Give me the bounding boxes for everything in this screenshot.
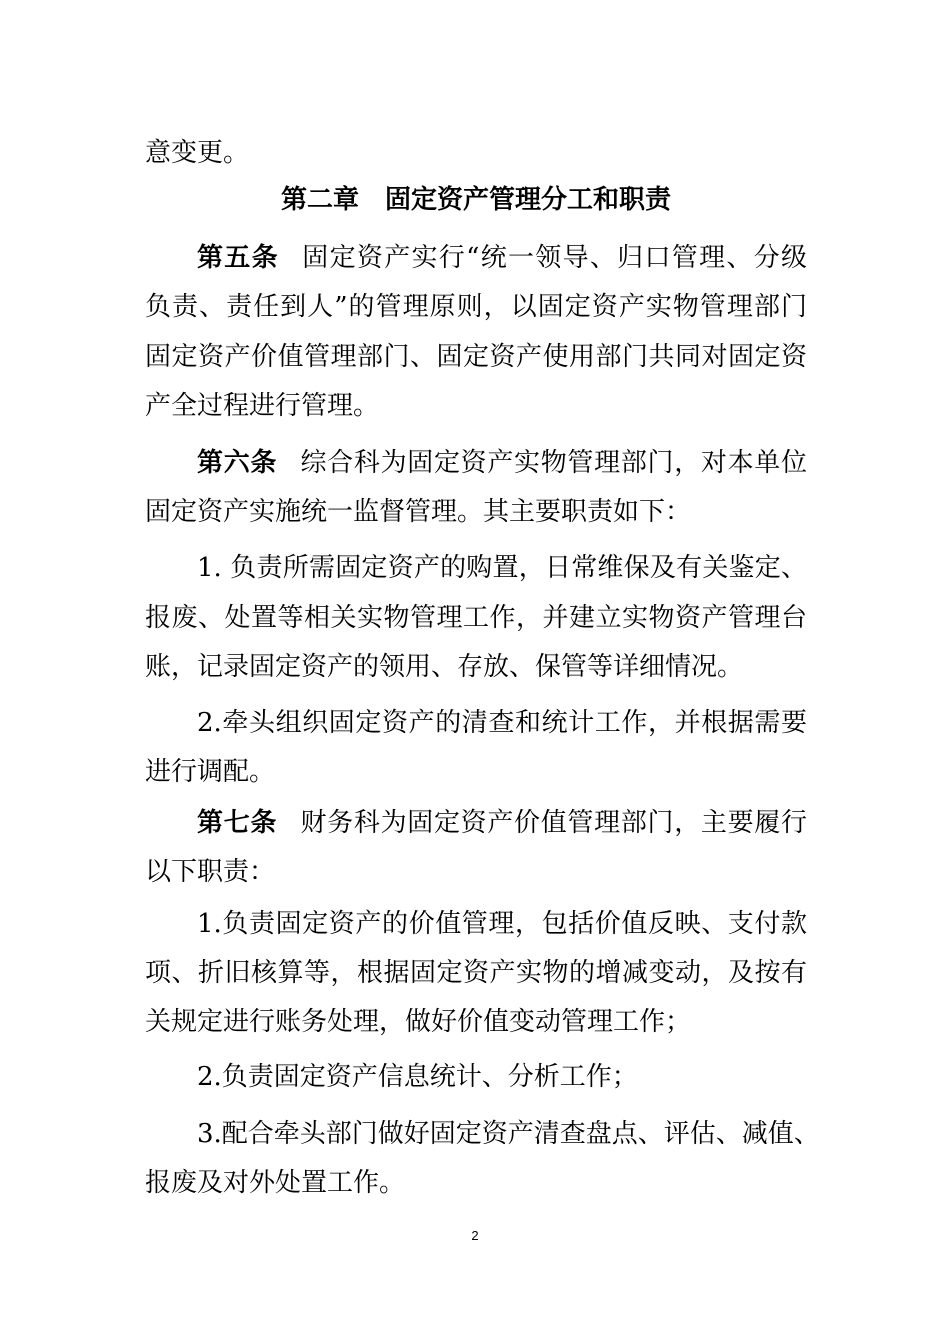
page-number: 2 bbox=[471, 1228, 479, 1243]
paragraph-line: 报废、处置等相关实物管理工作，并建立实物资产管理台 bbox=[145, 603, 807, 633]
paragraph-line: 项、折旧核算等，根据固定资产实物的增减变动，及按有 bbox=[145, 958, 807, 988]
paragraph-line: 产全过程进行管理。 bbox=[145, 391, 380, 421]
paragraph-line: 意变更。 bbox=[145, 138, 250, 168]
paragraph-line: 固定资产实施统一监督管理。其主要职责如下： bbox=[145, 497, 692, 527]
chapter-heading: 第二章 固定资产管理分工和职责 bbox=[280, 185, 671, 215]
list-item-line: 2.牵头组织固定资产的清查和统计工作，并根据需要 bbox=[197, 708, 807, 738]
paragraph-line: 报废及对外处置工作。 bbox=[145, 1168, 406, 1198]
list-item-line: 1. 负责所需固定资产的购置，日常维保及有关鉴定、 bbox=[197, 553, 807, 583]
paragraph-line: 第六条 综合科为固定资产实物管理部门，对本单位 bbox=[197, 448, 807, 478]
article-label: 第五条 bbox=[197, 243, 279, 273]
paragraph-line: 负责、责任到人”的管理原则，以固定资产实物管理部门 bbox=[145, 292, 807, 322]
list-item-line: 2.负责固定资产信息统计、分析工作； bbox=[197, 1062, 638, 1092]
paragraph-line: 以下职责： bbox=[145, 857, 276, 887]
paragraph-line: 进行调配。 bbox=[145, 757, 276, 787]
paragraph-line: 第五条 固定资产实行“统一领导、归口管理、分级 bbox=[197, 243, 807, 273]
paragraph-line: 固定资产价值管理部门、固定资产使用部门共同对固定资 bbox=[145, 342, 807, 372]
list-item-line: 1.负责固定资产的价值管理，包括价值反映、支付款 bbox=[197, 909, 807, 939]
paragraph-line: 关规定进行账务处理，做好价值变动管理工作； bbox=[145, 1007, 692, 1037]
article-label: 第七条 bbox=[197, 808, 278, 838]
paragraph-line: 第七条 财务科为固定资产价值管理部门，主要履行 bbox=[197, 808, 807, 838]
list-item-line: 3.配合牵头部门做好固定资产清查盘点、评估、减值、 bbox=[197, 1119, 820, 1149]
article-label: 第六条 bbox=[197, 448, 278, 478]
paragraph-line: 账，记录固定资产的领用、存放、保管等详细情况。 bbox=[145, 652, 744, 682]
